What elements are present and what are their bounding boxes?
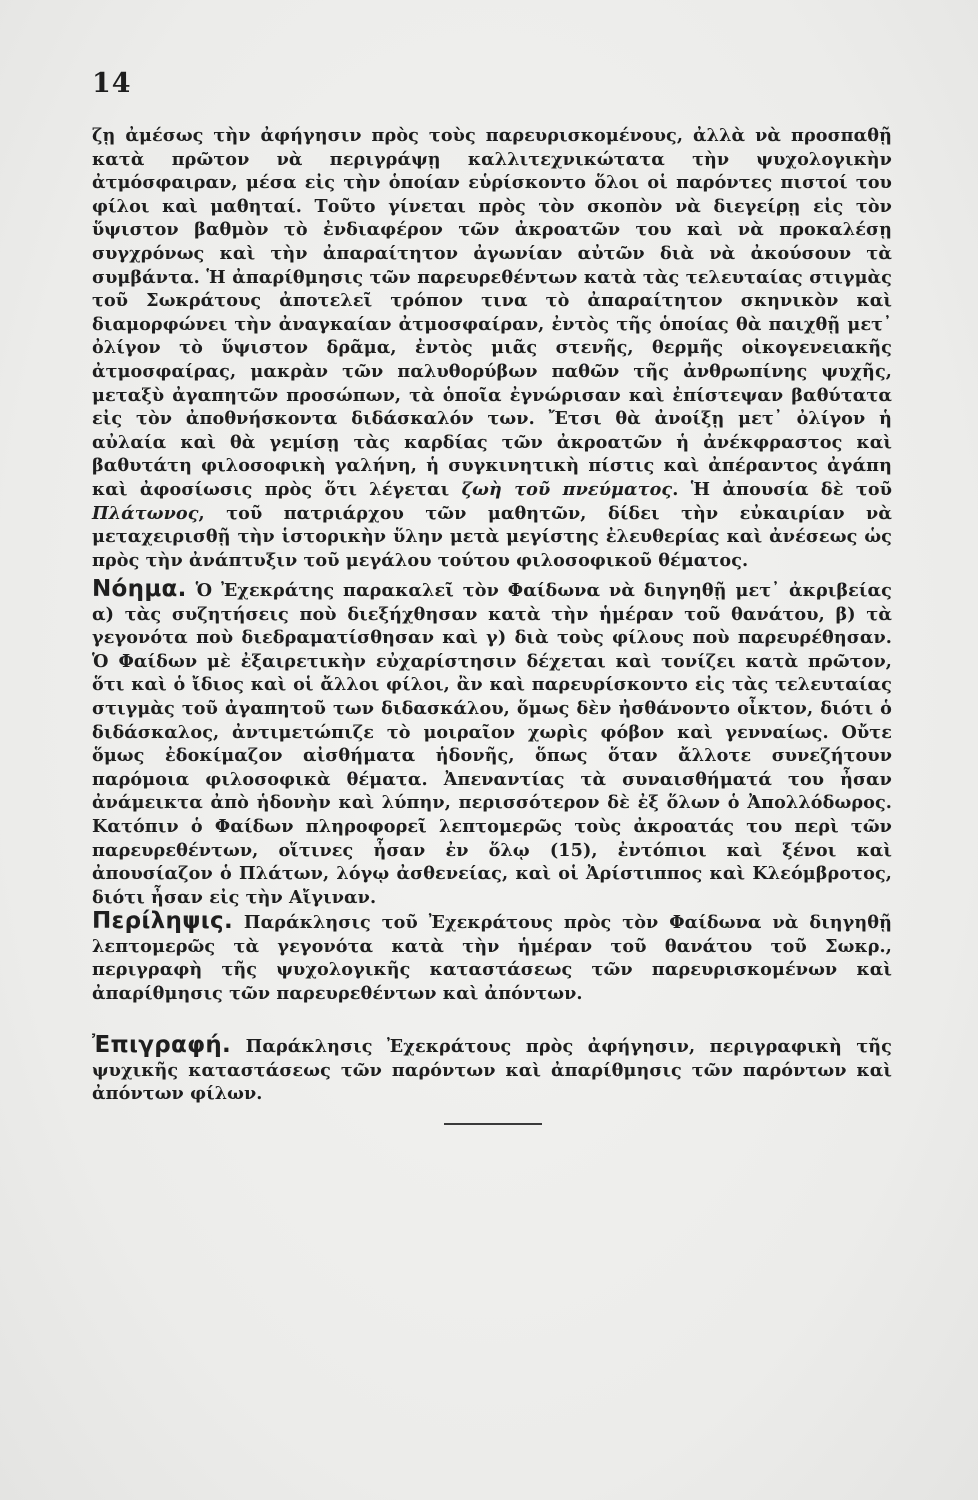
body-paragraph	[92, 124, 892, 572]
emphasis-zoe-tou-pneumatos: ζωὴ τοῦ πνεύματος	[461, 478, 673, 500]
noima-section	[92, 578, 892, 909]
body-text-end: , τοῦ πατριάρχου τῶν μαθητῶν, δίδει τὴν εὐκαιρίαν νὰ μεταχειρισθῇ τὴν ἱστορικὴν ὕλην μετὰ μεγίστης ἐλευθερίας καὶ ἀνέσεως ὡς πρὸς τὴν ἀνάπτυξιν τοῦ μεγάλου τούτου φιλοσοφικοῦ θέματος.	[92, 502, 892, 571]
perilipsis-text: Παράκλησις τοῦ Ἐχεκράτους πρὸς τὸν Φαίδωνα νὰ διηγηθῇ λεπτομερῶς τὰ γεγονότα κατὰ τὴν ἡμέραν τοῦ θανάτου τοῦ Σωκρ., περιγραφὴ τῆς ψυχολογικῆς καταστάσεως τῶν παρευρισκομένων καὶ ἀπαρίθμησις τῶν παρευρεθέντων καὶ ἀπόντων.	[92, 912, 892, 1004]
perilipsis-heading: Περίληψις.	[92, 908, 233, 934]
page-number: 14	[92, 68, 132, 99]
body-text-continued: . Ἡ ἀπουσία δὲ τοῦ	[672, 478, 892, 500]
emphasis-platonos: Πλάτωνος	[92, 502, 199, 524]
section-divider	[444, 1123, 542, 1125]
noima-text: Ὁ Ἐχεκράτης παρακαλεῖ τὸν Φαίδωνα νὰ διηγηθῇ μετ᾽ ἀκριβείας α) τὰς συζητήσεις ποὺ διεξήχθησαν κατὰ τὴν ἡμέραν τοῦ θανάτου, β) τὰ γεγονότα ποὺ διεδραματίσθησαν καὶ γ) διὰ τοὺς φίλους ποὺ παρευρέθησαν. Ὁ Φαίδων μὲ ἐξαιρετικὴν εὐχαρίστησιν δέχεται καὶ τονίζει κατὰ πρῶτον, ὅτι καὶ ὁ ἴδιος καὶ οἱ ἄλλοι φίλοι, ἂν καὶ παρευρίσκοντο εἰς τὰς τελευταίας στιγμὰς τοῦ ἀγαπητοῦ των διδασκάλου, ὅμως δὲν ἠσθάνοντο οἶκτον, διότι ὁ διδάσκαλος, ἀντιμετώπιζε τὸ μοιραῖον χωρὶς φόβον καὶ γενναίως. Οὔτε ὅμως ἐδοκίμαζον αἰσθήματα ἡδονῆς, ὅπως ὅταν ἄλλοτε συνεζήτουν παρόμοια φιλοσοφικὰ θέματα. Ἀπεναντίας τὰ συναισθήματά του ἦσαν ἀνάμεικτα ἀπὸ ἡδονὴν καὶ λύπην, περισσότερον δὲ ἐξ ὅλων ὁ Ἀπολλόδωρος. Κατόπιν ὁ Φαίδων πληροφορεῖ λεπτομερῶς τοὺς ἀκροατάς του περὶ τῶν παρευρεθέντων, οἵτινες ἦσαν ἐν ὅλῳ (15), ἐντόπιοι καὶ ξένοι καὶ ἀπουσίαζον ὁ Πλάτων, λόγῳ ἀσθενείας, καὶ οἱ Ἀρίστιππος καὶ Κλεόμβροτος, διότι ἦσαν εἰς τὴν Αἴγιναν.	[92, 580, 892, 908]
epigrafi-section	[92, 1034, 892, 1106]
noima-heading: Νόημα.	[92, 576, 187, 602]
perilipsis-section	[92, 910, 892, 1005]
body-text: ζῃ ἀμέσως τὴν ἀφήγησιν πρὸς τοὺς παρευρισκομένους, ἀλλὰ νὰ προσπαθῇ κατὰ πρῶτον νὰ περιγράψῃ καλλιτεχνικώτατα τὴν ψυχολογικὴν ἀτμόσφαιραν, μέσα εἰς τὴν ὁποίαν εὑρίσκοντο ὅλοι οἱ παρόντες πιστοί του φίλοι καὶ μαθηταί. Τοῦτο γίνεται πρὸς τὸν σκοπὸν νὰ διεγείρῃ εἰς τὸν ὕψιστον βαθμὸν τὸ ἐνδιαφέρον τῶν ἀκροατῶν του καὶ νὰ προκαλέσῃ συγχρόνως καὶ τὴν ἀπαραίτητον ἀγωνίαν αὐτῶν διὰ νὰ ἀκούσουν τὰ συμβάντα. Ἡ ἀπαρίθμησις τῶν παρευρεθέντων κατὰ τὰς τελευταίας στιγμὰς τοῦ Σωκράτους ἀποτελεῖ τρόπον τινα τὸ ἀπαραίτητον σκηνικὸν καὶ διαμορφώνει τὴν ἀναγκαίαν ἀτμοσφαίραν, ἐντὸς τῆς ὁποίας θὰ παιχθῇ μετ᾽ ὀλίγον τὸ ὕψιστον δρᾶμα, ἐντὸς μιᾶς στενῆς, θερμῆς οἰκογενειακῆς ἀτμοσφαίρας, μακρὰν τῶν παλυθορύβων παθῶν τῆς ἀνθρωπίνης ψυχῆς, μεταξὺ ἀγαπητῶν προσώπων, τὰ ὁποῖα ἐγνώρισαν καὶ ἐπίστεψαν βαθύτατα εἰς τὸν ἀποθνήσκοντα διδάσκαλόν των. Ἔτσι θὰ ἀνοίξῃ μετ᾽ ὀλίγον ἡ αὐλαία καὶ θὰ γεμίσῃ τὰς καρδίας τῶν ἀκροατῶν ἡ ἀνέκφραστος καὶ βαθυτάτη φιλοσοφικὴ γαλήνη, ἡ συγκινητικὴ πίστις καὶ ἀπέραντος ἀγάπη καὶ ἀφοσίωσις πρὸς ὅτι λέγεται	[92, 125, 892, 500]
epigrafi-text: Παράκλησις Ἐχεκράτους πρὸς ἀφήγησιν, περιγραφικὴ τῆς ψυχικῆς καταστάσεως τῶν παρόντων καὶ ἀπαρίθμησις τῶν παρόντων καὶ ἀπόντων φίλων.	[92, 1036, 892, 1105]
epigrafi-heading: Ἐπιγραφή.	[92, 1032, 232, 1058]
